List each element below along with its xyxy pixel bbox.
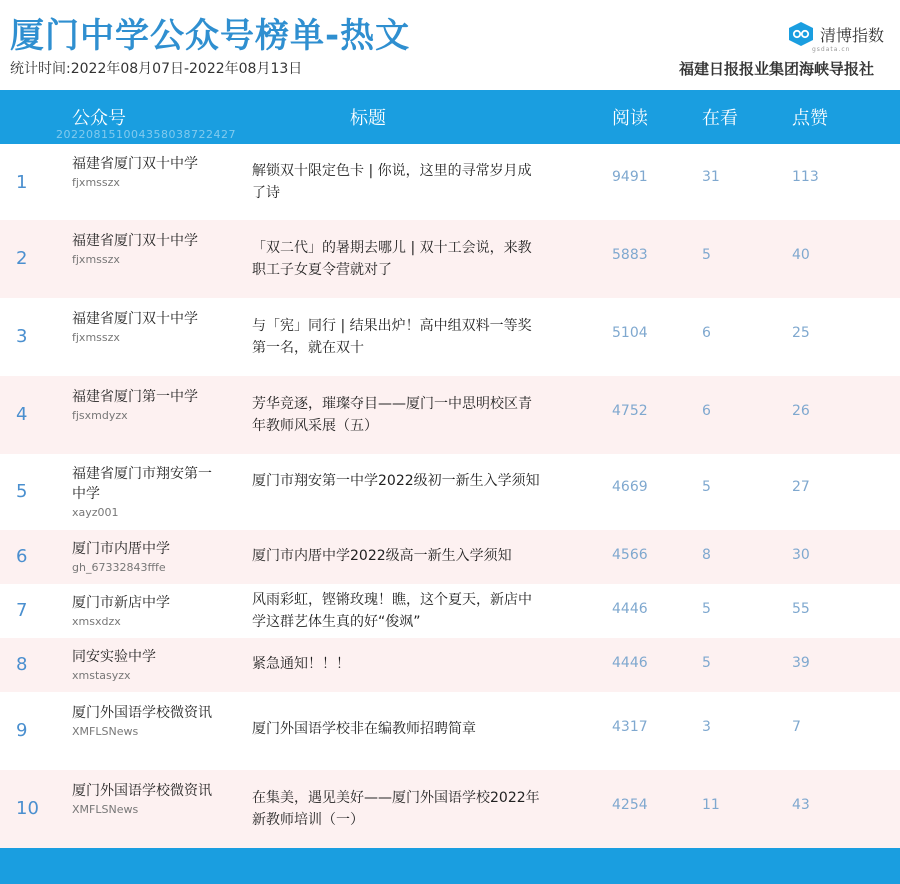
table-row: [0, 376, 900, 454]
row-rank: 9: [16, 720, 28, 741]
account-id: XMFLSNews: [72, 725, 139, 738]
account-name: 厦门外国语学校微资讯: [72, 783, 212, 799]
reads-count: 5883: [612, 247, 648, 263]
brand-name: 清博指数: [820, 25, 885, 45]
column-header-likes: 点赞: [792, 108, 828, 129]
likes-count: 7: [792, 719, 801, 735]
likes-count: 26: [792, 403, 810, 419]
likes-count: 113: [792, 169, 819, 185]
account-id: fjxmsszx: [72, 253, 120, 266]
account-cell: [72, 593, 222, 630]
reads-count: 9491: [612, 169, 648, 185]
column-header-account: 公众号: [72, 108, 126, 129]
table-row: [0, 638, 900, 692]
account-cell: [72, 464, 222, 521]
article-title[interactable]: 解锁双十限定色卡 | 你说，这里的寻常岁月成了诗: [252, 163, 532, 201]
watching-count: 8: [702, 547, 711, 563]
account-name: 厦门外国语学校微资讯: [72, 705, 212, 721]
account-id: xmsxdzx: [72, 615, 121, 628]
row-rank: 2: [16, 248, 28, 269]
watching-count: 5: [702, 479, 711, 495]
likes-count: 25: [792, 325, 810, 341]
article-title[interactable]: 在集美，遇见美好——厦门外国语学校2022年新教师培训（一）: [252, 790, 540, 828]
likes-count: 30: [792, 547, 810, 563]
table-row: [0, 770, 900, 848]
article-title[interactable]: 与「宪」同行 | 结果出炉！高中组双料一等奖第一名，就在双十: [252, 318, 532, 356]
article-title[interactable]: 「双二代」的暑期去哪儿 | 双十工会说，来教职工子女夏令营就对了: [252, 240, 532, 278]
column-header-title: 标题: [350, 108, 386, 129]
account-cell: [72, 647, 222, 684]
account-cell: [72, 781, 222, 818]
account-name: 福建省厦门双十中学: [72, 233, 198, 249]
row-rank: 1: [16, 172, 28, 193]
reads-count: 5104: [612, 325, 648, 341]
watching-count: 3: [702, 719, 711, 735]
row-rank: 4: [16, 404, 28, 425]
account-cell: [72, 387, 222, 424]
account-id: xmstasyzx: [72, 669, 131, 682]
article-title[interactable]: 厦门外国语学校非在编教师招聘简章: [252, 721, 476, 737]
reads-count: 4446: [612, 655, 648, 671]
account-name: 福建省厦门第一中学: [72, 389, 198, 405]
table-header: [0, 90, 900, 144]
stat-period: 统计时间:2022年08月07日-2022年08月13日: [10, 61, 303, 77]
account-cell: [72, 154, 222, 191]
account-id: xayz001: [72, 506, 119, 519]
column-header-reads: 阅读: [612, 108, 648, 129]
account-cell: [72, 231, 222, 268]
row-rank: 10: [16, 798, 39, 819]
article-title[interactable]: 厦门市翔安第一中学2022级初一新生入学须知: [252, 473, 540, 489]
watching-count: 6: [702, 403, 711, 419]
row-rank: 7: [16, 600, 28, 621]
watermark-code: 20220815100435803872242​7: [56, 128, 236, 141]
column-header-watching: 在看: [702, 108, 738, 129]
likes-count: 27: [792, 479, 810, 495]
watching-count: 31: [702, 169, 720, 185]
reads-count: 4752: [612, 403, 648, 419]
article-title[interactable]: 厦门市内厝中学2022级高一新生入学须知: [252, 548, 512, 564]
page-title: 厦门中学公众号榜单-热文: [10, 16, 411, 56]
reads-count: 4317: [612, 719, 648, 735]
table-row: [0, 220, 900, 298]
article-title[interactable]: 风雨彩虹，铿锵玫瑰！瞧，这个夏天，新店中学这群艺体生真的好“俊飒”: [252, 592, 532, 630]
brand-domain: gsdata.cn: [812, 46, 851, 53]
account-cell: [72, 539, 222, 576]
table-row: [0, 584, 900, 638]
account-name: 福建省厦门双十中学: [72, 156, 198, 172]
account-name: 福建省厦门双十中学: [72, 311, 198, 327]
watching-count: 5: [702, 601, 711, 617]
account-id: fjxmsszx: [72, 176, 120, 189]
likes-count: 55: [792, 601, 810, 617]
table-row: [0, 454, 900, 530]
reads-count: 4254: [612, 797, 648, 813]
reads-count: 4446: [612, 601, 648, 617]
likes-count: 40: [792, 247, 810, 263]
account-name: 同安实验中学: [72, 649, 156, 665]
table-row: [0, 298, 900, 376]
account-cell: [72, 309, 222, 346]
article-title[interactable]: 芳华竞逐，璀璨夺目——厦门一中思明校区青年教师风采展（五）: [252, 396, 532, 434]
reads-count: 4669: [612, 479, 648, 495]
likes-count: 39: [792, 655, 810, 671]
account-name: 厦门市内厝中学: [72, 541, 170, 557]
table-row: [0, 692, 900, 770]
account-name: 福建省厦门市翔安第一中学: [72, 466, 212, 502]
watching-count: 5: [702, 655, 711, 671]
table-row: [0, 530, 900, 584]
account-id: XMFLSNews: [72, 803, 139, 816]
reads-count: 4566: [612, 547, 648, 563]
page-header: [0, 0, 900, 90]
footer-bar: [0, 848, 900, 884]
row-rank: 5: [16, 481, 28, 502]
table-row: [0, 144, 900, 220]
account-id: fjsxmdyzx: [72, 409, 128, 422]
watching-count: 5: [702, 247, 711, 263]
qingbo-logo-icon: [786, 21, 816, 47]
account-id: fjxmsszx: [72, 331, 120, 344]
brand-logo-block: [786, 20, 885, 53]
likes-count: 43: [792, 797, 810, 813]
account-name: 厦门市新店中学: [72, 595, 170, 611]
watching-count: 11: [702, 797, 720, 813]
account-id: gh_67332843fffe: [72, 561, 166, 574]
row-rank: 8: [16, 654, 28, 675]
account-cell: [72, 703, 222, 740]
row-rank: 6: [16, 546, 28, 567]
watching-count: 6: [702, 325, 711, 341]
organization-name: 福建日报报业集团海峡导报社: [678, 60, 874, 78]
article-title[interactable]: 紧急通知！！！: [252, 656, 350, 672]
row-rank: 3: [16, 326, 28, 347]
